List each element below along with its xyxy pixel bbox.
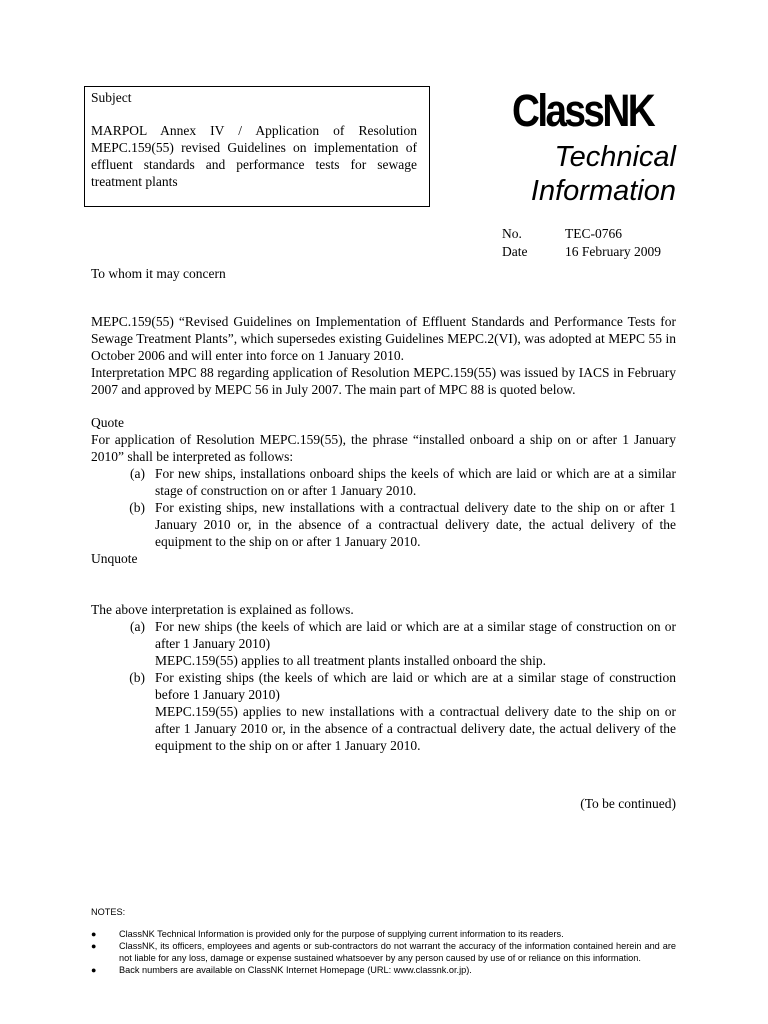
explanation-item [91,618,676,652]
intro-section [91,313,676,398]
to-be-continued: (To be continued) [580,796,676,811]
quote-item-label: (b) [129,500,145,515]
date-value: 16 February 2009 [565,244,661,259]
subject-box [84,86,430,207]
meta-date-row [502,243,661,261]
intro-paragraph-1: MEPC.159(55) “Revised Guidelines on Implementation of Effluent Standards and Performance Tests for Sewage Treatment Plants”, which supersedes existing Guidelines MEPC.2(VI), was adopted at MEPC 55 in October 2006 and will enter into force on 1 January 2010. [91,314,676,363]
note-text: ClassNK, its officers, employees and agents or sub-contractors do not warrant the accuracy of the information contained herein and are not liable for any loss, damage or expense sustained whatsoever by any person caused by use of or reliance on this information. [119,941,676,963]
quote-item-label: (a) [130,466,145,481]
note-text: ClassNK Technical Information is provided only for the purpose of supplying current information to its readers. [119,929,564,939]
quote-item [91,499,676,550]
note-item [91,928,676,940]
continued-note [91,795,676,812]
explanation-item-text: For existing ships (the keels of which are laid or which are at a similar stage of construction before 1 January 2010) [155,670,676,702]
note-text: Back numbers are available on ClassNK Internet Homepage (URL: www.classnk.or.jp). [119,965,472,975]
salutation-text: To whom it may concern [91,266,226,281]
notes-title: NOTES: [91,907,126,917]
title-line-technical: Technical [554,141,676,173]
quote-item-text: For existing ships, new installations with a contractual delivery date to the ship on or after 1 January 2010 or, in the absence of a contractual delivery date, the actual delivery of the equipment to the ship on or after 1 January 2010. [155,500,676,549]
notes-section [91,906,676,976]
quote-item [91,465,676,499]
quote-section [91,414,676,567]
bullet-icon: ● [91,929,97,939]
explanation-item-detail: MEPC.159(55) applies to new installations with a contractual delivery date to the ship on or after 1 January 2010 or, in the absence of a contractual delivery date, the actual delivery of the equipment to the ship on or after 1 January 2010. [155,704,676,753]
subject-text: MARPOL Annex IV / Application of Resolution MEPC.159(55) revised Guidelines on implementation of effluent standards and performance tests for sewage treatment plants [91,123,417,189]
explanation-item-text: For new ships (the keels of which are laid or which are at a similar stage of construction on or after 1 January 2010) [155,619,676,651]
number-label: No. [502,226,522,241]
document-type-title [531,140,676,208]
quote-close: Unquote [91,551,138,566]
explanation-item-label: (b) [129,670,145,685]
explanation-intro: The above interpretation is explained as follows. [91,602,354,617]
explanation-section [91,601,676,754]
subject-label: Subject [91,90,132,105]
document-meta [502,225,661,261]
title-line-information: Information [530,175,676,207]
date-label: Date [502,244,528,259]
bullet-icon: ● [91,965,97,975]
classnk-logo: ClassNK [512,85,654,136]
explanation-item [91,669,676,703]
quote-item-text: For new ships, installations onboard ships the keels of which are laid or which are at a similar stage of construction on or after 1 January 2010. [155,466,676,498]
quote-open: Quote [91,415,124,430]
explanation-item-label: (a) [130,619,145,634]
note-item [91,940,676,964]
salutation [91,265,676,282]
note-item [91,964,676,976]
quote-intro: For application of Resolution MEPC.159(55), the phrase “installed onboard a ship on or after 1 January 2010” shall be interpreted as follows: [91,432,676,464]
intro-paragraph-2: Interpretation MPC 88 regarding application of Resolution MEPC.159(55) was issued by IACS in February 2007 and approved by MEPC 56 in July 2007. The main part of MPC 88 is quoted below. [91,365,676,397]
bullet-icon: ● [91,941,97,951]
explanation-item-detail: MEPC.159(55) applies to all treatment plants installed onboard the ship. [155,653,547,668]
number-value: TEC-0766 [565,226,622,241]
meta-number-row [502,225,661,243]
